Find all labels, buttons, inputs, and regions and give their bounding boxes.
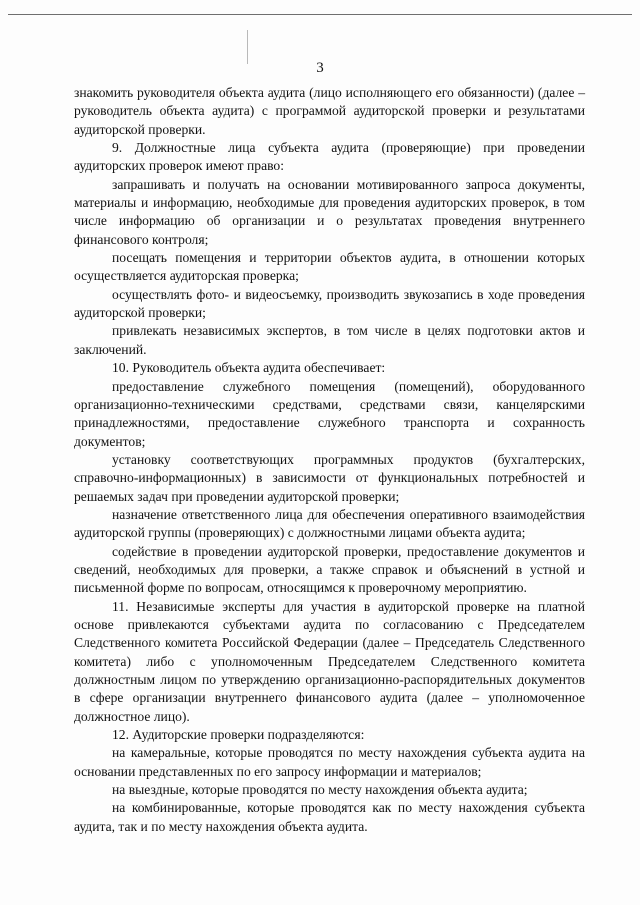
paragraph-clause-10: 10. Руководитель объекта аудита обеспечивает: (112, 360, 386, 376)
paragraph-field-audits: на выездные, которые проводятся по месту нахождения объекта аудита; (112, 782, 528, 798)
paragraph-right-experts: привлекать независимых экспертов, в том числе в целях подготовки актов и заключений. (74, 323, 585, 357)
paragraph-clause-11: 11. Независимые эксперты для участия в аудиторской проверке на платной основе привлекаются субъектами аудита по согласованию с Председателем Следственного комитета Российской Федерации (далее – Председатель Следственного комитета) либо с уполномоченным Председателем Следственного комитета должностным лицом по утверждению организационно-распорядительных документов в сфере организации внутреннего финансового аудита (далее – уполномоченное должностное лицо). (74, 598, 585, 724)
paragraph-provide-software: установку соответствующих программных продуктов (бухгалтерских, справочно-информационных) в зависимости от функциональных потребностей и решаемых задач при проведении аудиторской проверки; (74, 451, 585, 504)
document-body (74, 84, 585, 836)
paragraph-combined-audits: на комбинированные, которые проводятся как по месту нахождения субъекта аудита, так и по месту нахождения объекта аудита. (74, 800, 585, 834)
scan-fold-mark (247, 30, 248, 64)
paragraph-right-record: осуществлять фото- и видеосъемку, производить звукозапись в ходе проведения аудиторской проверки; (74, 286, 585, 321)
scan-top-border (8, 14, 632, 15)
page-number: 3 (316, 60, 324, 76)
paragraph-right-visit: посещать помещения и территории объектов аудита, в отношении которых осуществляется аудиторская проверка; (74, 250, 585, 284)
paragraph-clause-12: 12. Аудиторские проверки подразделяются: (112, 727, 365, 743)
paragraph-desk-audits: на камеральные, которые проводятся по месту нахождения субъекта аудита на основании представленных по его запросу информации и материалов; (74, 745, 585, 779)
paragraph-provide-premises: предоставление служебного помещения (помещений), оборудованного организационно-техническими средствами, средствами связи, канцелярскими принадлежностями, предоставление служебного транспорта и сохранность документов; (74, 378, 585, 449)
paragraph-right-request: запрашивать и получать на основании мотивированного запроса документы, материалы и информацию, необходимые для проведения аудиторских проверок, в том числе информацию об организации и о результатах проведения внутреннего финансового контроля; (74, 176, 585, 247)
paragraph-assistance: содействие в проведении аудиторской проверки, предоставление документов и сведений, необходимых для проверки, а также справок и объяснений в устной и письменной форме по вопросам, относящимся к проверочному мероприятию. (74, 543, 585, 596)
paragraph-clause-9: 9. Должностные лица субъекта аудита (проверяющие) при проведении аудиторских проверок имеют право: (74, 140, 585, 174)
paragraph-appoint-person: назначение ответственного лица для обеспечения оперативного взаимодействия аудиторской группы (проверяющих) с должностными лицами объекта аудита; (74, 506, 585, 541)
paragraph-continuation: знакомить руководителя объекта аудита (лицо исполняющего его обязанности) (далее – руководитель объекта аудита) с программой аудиторской проверки и результатами аудиторской проверки. (74, 85, 585, 137)
